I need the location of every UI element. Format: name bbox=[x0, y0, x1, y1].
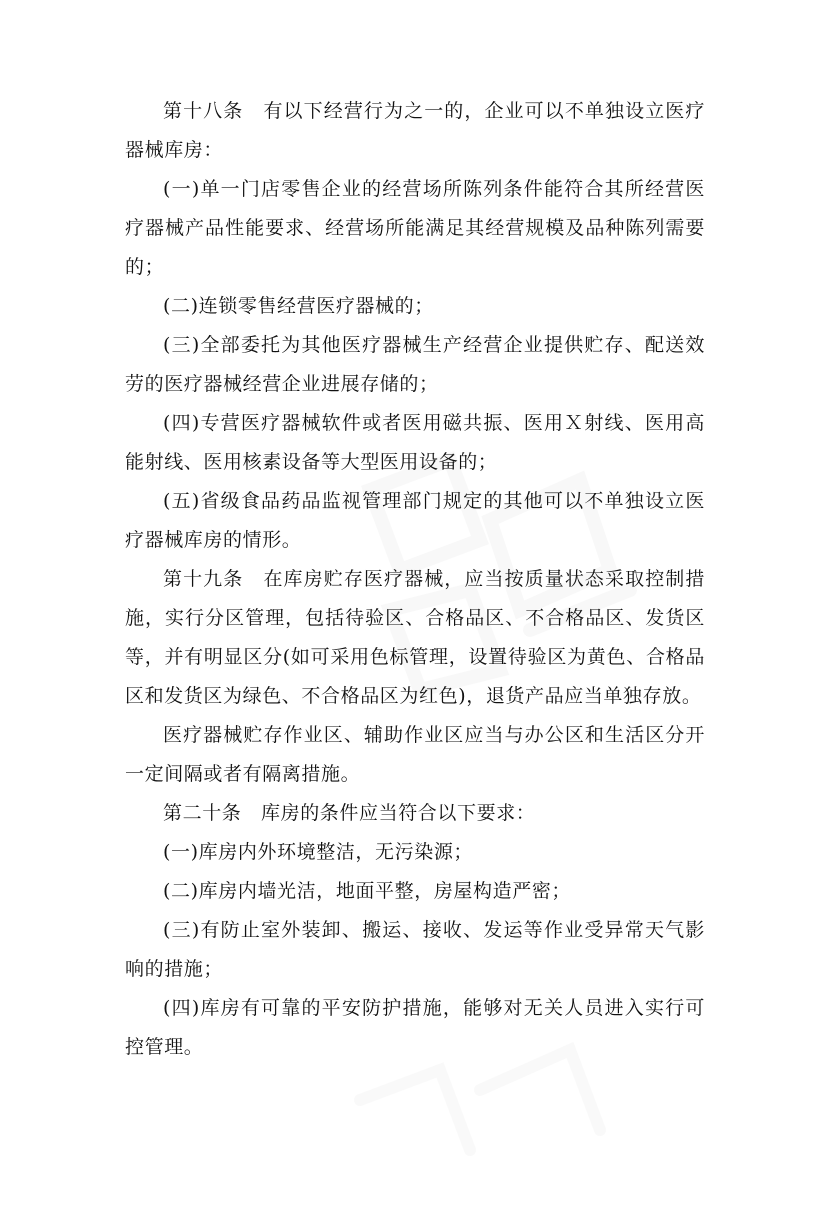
article-18-item-2: (二)连锁零售经营医疗器械的； bbox=[163, 295, 434, 317]
article-18-item-1: (一)单一门店零售企业的经营场所陈列条件能符合其所经营医疗器械产品性能要求、经营场所能满足其经营规模及品种陈列需要的； bbox=[125, 178, 705, 278]
article-20-item-4: (四)库房有可靠的平安防护措施，能够对无关人员进入实行可控管理。 bbox=[125, 997, 705, 1058]
article-20-item-3: (三)有防止室外装卸、搬运、接收、发运等作业受异常天气影响的措施； bbox=[125, 919, 705, 980]
article-18-item-4: (四)专营医疗器械软件或者医用磁共振、医用Ｘ射线、医用高能射线、医用核素设备等大型医用设备的； bbox=[125, 412, 705, 473]
article-20-item-1: (一)库房内外环境整洁，无污染源； bbox=[163, 841, 474, 863]
article-20-item-2: (二)库房内墙光洁，地面平整，房屋构造严密； bbox=[163, 880, 572, 902]
article-18-item-5: (五)省级食品药品监视管理部门规定的其他可以不单独设立医疗器械库房的情形。 bbox=[125, 490, 705, 551]
article-18-item-3: (三)全部委托为其他医疗器械生产经营企业提供贮存、配送效劳的医疗器械经营企业进展存储的； bbox=[125, 334, 705, 395]
article-18-heading: 第十八条 有以下经营行为之一的，企业可以不单独设立医疗器械库房： bbox=[125, 100, 705, 161]
article-19-paragraph: 第十九条 在库房贮存医疗器械，应当按质量状态采取控制措施，实行分区管理，包括待验区、合格品区、不合格品区、发货区等，并有明显区分(如可采用色标管理，设置待验区为黄色、合格品区和发货区为绿色、不合格品区为红色)，退货产品应当单独存放。 bbox=[125, 568, 705, 707]
document-body bbox=[125, 92, 705, 1067]
article-20-heading: 第二十条 库房的条件应当符合以下要求： bbox=[163, 802, 536, 824]
article-19-supplement: 医疗器械贮存作业区、辅助作业区应当与办公区和生活区分开一定间隔或者有隔离措施。 bbox=[125, 724, 705, 785]
